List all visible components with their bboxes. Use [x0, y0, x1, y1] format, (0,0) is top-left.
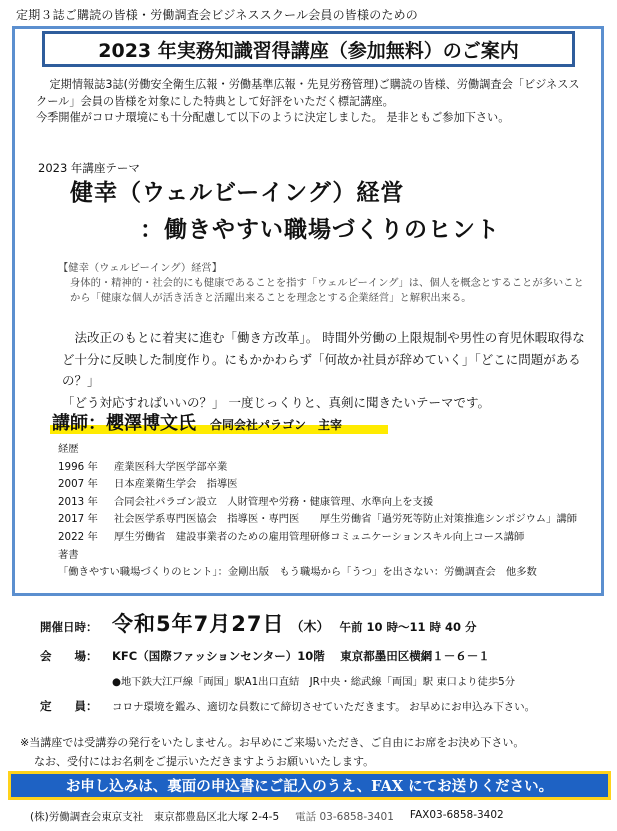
venue-label: 会 場：: [40, 649, 98, 663]
footer-phone: 電話 03-6858-3401: [295, 811, 394, 823]
date-label: 開催日時：: [40, 620, 98, 634]
capacity-row: [40, 698, 600, 714]
capacity-text: コロナ環境を鑑み、適切な員数にて締切させていただきます。 お早めにお申込み下さい。: [112, 701, 536, 713]
career-text: 日本産業衛生学会 指導医: [114, 478, 238, 491]
note-line: ※当講座では受講券の発行をいたしません。お早めにご来場いただき、ご自由にお席をお決め下さい。: [20, 736, 525, 749]
career-year: 1996 年: [58, 460, 98, 473]
career-row: [58, 476, 577, 494]
notes: [20, 733, 524, 771]
application-banner: お申し込みは、裏面の申込書にご記入のうえ、FAX にてお送りください。: [8, 771, 611, 800]
footer-company: (株)労働調査会東京支社 東京都豊島区北大塚 2-4-5: [30, 811, 280, 823]
career-year: 2017 年: [58, 513, 98, 526]
footer-fax: FAX03-6858-3402: [409, 809, 504, 821]
note-line: なお、受付にはお名刺をご提示いただきますようお願いいたします。: [34, 755, 375, 768]
venue-row: [40, 648, 600, 664]
footer: [30, 809, 504, 824]
career-text: 産業医科大学医学部卒業: [114, 460, 228, 473]
career-heading: 経歴: [58, 443, 79, 455]
books-heading: 著書: [58, 548, 79, 561]
lecturer-name: 講師：櫻澤博文氏: [52, 413, 196, 434]
top-note: 定期３誌ご購読の皆様・労働調査会ビジネススクール会員の皆様のための: [16, 8, 419, 22]
theme-label: 2023 年講座テーマ: [38, 161, 140, 175]
theme-title-line1: 健幸（ウェルビーイング）経営: [70, 180, 405, 206]
career-text: 合同会社パラゴン設立 人財管理や労務・健康管理、水準向上を支援: [114, 495, 434, 508]
capacity-label: 定 員：: [40, 699, 98, 713]
career-year: 2013 年: [58, 495, 98, 508]
event-info: [40, 608, 600, 714]
intro-paragraph: 定期情報誌3誌(労働安全衛生広報・労働基準広報・先見労務管理)ご購読の皆様、労働調査会「ビジネススクール」会員の皆様を対象にした特典として好評をいただく標記講座。: [36, 78, 580, 108]
career-year: 2022 年: [58, 530, 98, 543]
event-weekday: （木）: [290, 620, 330, 635]
definition-body: 身体的・精神的・社会的にも健康であることを指す「ウェルビーイング」は、個人を概念とすることが多いことから「健康な個人が活き活きと活躍出来ることを理念とする企業経営」と解釈出来る。: [70, 277, 584, 304]
reform-paragraph: 「どう対応すればいいの？」 一度じっくりと、真剣に聞きたいテーマです。: [62, 394, 490, 410]
lecturer-org: 合同会社パラゴン 主宰: [210, 418, 343, 432]
event-time: 午前 10 時～11 時 40 分: [339, 620, 477, 634]
career-row: [58, 529, 577, 547]
career-year: 2007 年: [58, 478, 98, 491]
career-text: 社会医学系専門医協会 指導医・専門医 厚生労働省「過労死等防止対策推進シンポジウム」講師: [114, 513, 577, 526]
definition-heading: 【健幸（ウェルビーイング）経営】: [58, 262, 223, 274]
venue-text: KFC（国際ファッションセンター）10階 東京都墨田区横網１－６－１: [112, 649, 490, 663]
career-row: [58, 511, 577, 529]
reform-paragraph: 法改正のもとに着実に進む「働き方改革」。 時間外労働の上限規制や男性の育児休暇取得など十分に反映した制度作り。にもかかわらず「何故か社員が辞めていく」「どこに問題があるの？」: [62, 330, 585, 388]
career-row: [58, 494, 577, 512]
event-date: 令和5年7月27日: [112, 612, 285, 636]
reform-text: [62, 327, 592, 413]
lecturer: [52, 409, 342, 435]
page-title: 2023 年実務知識習得講座（参加無料）のご案内: [42, 31, 575, 67]
intro-paragraph: 今季開催がコロナ環境にも十分配慮して以下のように決定しました。 是非ともご参加下さい。: [36, 111, 510, 124]
theme-title-line2: ：働きやすい職場づくりのヒント: [140, 217, 500, 243]
intro-text: [36, 77, 588, 127]
access-text: ●地下鉄大江戸線「両国」駅A1出口直結 JR中央・総武線「両国」駅 東口より徒歩5分: [112, 676, 515, 688]
career-text: 厚生労働省 建設事業者のための雇用管理研修コミュニケーションスキル向上コース講師: [114, 530, 525, 543]
date-row: [40, 608, 600, 636]
definition-block: [58, 261, 588, 306]
books-text: 「働きやすい職場づくりのヒント」：金剛出版 もう職場から「うつ」を出さない：労働調査会 他多数: [58, 566, 537, 579]
career-row: [58, 459, 577, 477]
career-list: [58, 441, 577, 582]
